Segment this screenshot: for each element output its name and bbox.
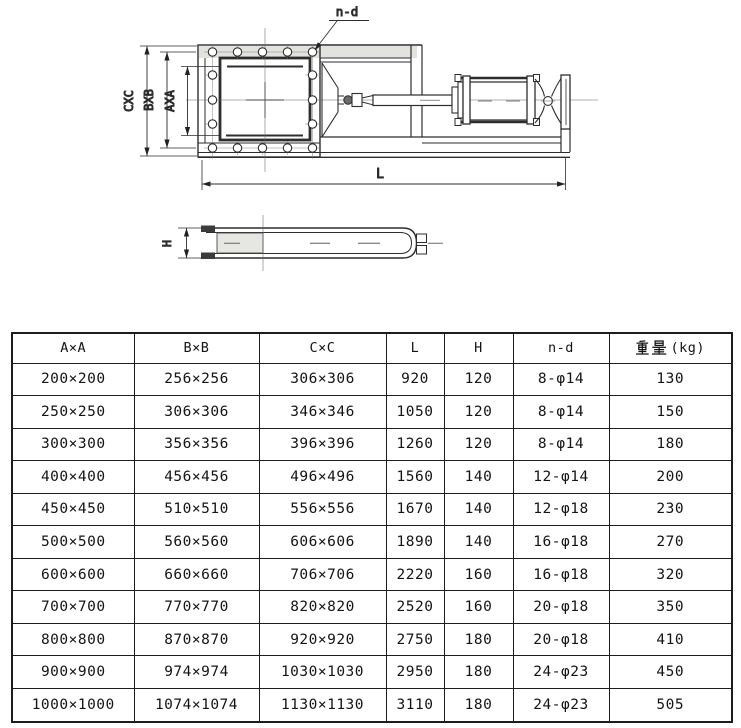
spec-table (11, 332, 733, 723)
table-cell: 200 (609, 461, 732, 494)
table-cell: 1670 (386, 493, 444, 526)
table-cell: 8-φ14 (513, 363, 609, 396)
table-row (12, 656, 732, 689)
table-cell: 12-φ14 (513, 461, 609, 494)
table-cell: 320 (609, 558, 732, 591)
col-header-n-d: n-d (513, 333, 609, 363)
table-cell: 270 (609, 526, 732, 559)
flange-tab-bottom (201, 253, 215, 260)
table-cell: 900×900 (12, 656, 134, 689)
flange-tab-top (201, 226, 215, 233)
table-cell: 560×560 (134, 526, 259, 559)
table-row (12, 461, 732, 494)
cone-coupling (535, 79, 561, 124)
table-cell: 606×606 (259, 526, 386, 559)
end-nut-top (417, 234, 427, 243)
table-row (12, 428, 732, 461)
table-cell: 2750 (386, 623, 444, 656)
table-cell: 450 (609, 656, 732, 689)
table-cell: 1890 (386, 526, 444, 559)
col-header-weight (609, 333, 732, 363)
table-cell: 8-φ14 (513, 396, 609, 429)
table-cell: 180 (444, 623, 513, 656)
table-cell: 1030×1030 (259, 656, 386, 689)
dim-label-axa: AXA (163, 90, 177, 112)
table-cell: 200×200 (12, 363, 134, 396)
table-cell: 1560 (386, 461, 444, 494)
table-cell: 16-φ18 (513, 526, 609, 559)
table-cell: 230 (609, 493, 732, 526)
table-row (12, 396, 732, 429)
dim-label-length: L (376, 167, 384, 182)
side-view (160, 215, 443, 271)
table-cell: 120 (444, 396, 513, 429)
main-view (186, 28, 598, 172)
table-cell: 410 (609, 623, 732, 656)
table-cell: 140 (444, 526, 513, 559)
table-cell: 800×800 (12, 623, 134, 656)
table-cell: 180 (609, 428, 732, 461)
table-row (12, 688, 732, 722)
table-cell: 12-φ18 (513, 493, 609, 526)
table-cell: 500×500 (12, 526, 134, 559)
dim-label-bxb: BXB (142, 89, 156, 111)
table-cell: 130 (609, 363, 732, 396)
header-row (12, 333, 732, 363)
table-cell: 160 (444, 591, 513, 624)
table-cell: 3110 (386, 688, 444, 722)
table-cell: 2520 (386, 591, 444, 624)
table-cell: 1130×1130 (259, 688, 386, 722)
table-cell: 16-φ18 (513, 558, 609, 591)
col-header-axa: A×A (12, 333, 134, 363)
table-cell: 870×870 (134, 623, 259, 656)
weight-kanji-glyphs (635, 340, 667, 356)
table-row (12, 526, 732, 559)
table-cell: 660×660 (134, 558, 259, 591)
table-cell: 556×556 (259, 493, 386, 526)
table-cell: 120 (444, 428, 513, 461)
table-cell: 706×706 (259, 558, 386, 591)
table-cell: 140 (444, 493, 513, 526)
table-row (12, 493, 732, 526)
table-cell: 1074×1074 (134, 688, 259, 722)
table-row (12, 558, 732, 591)
table-cell: 180 (444, 656, 513, 689)
table-cell: 1260 (386, 428, 444, 461)
table-cell: 150 (609, 396, 732, 429)
table-cell: 456×456 (134, 461, 259, 494)
table-cell: 505 (609, 688, 732, 722)
table-cell: 350 (609, 591, 732, 624)
table-cell: 600×600 (12, 558, 134, 591)
table-cell: 140 (444, 461, 513, 494)
table-row (12, 591, 732, 624)
technical-drawing (0, 0, 741, 326)
table-cell: 306×306 (259, 363, 386, 396)
table-cell: 770×770 (134, 591, 259, 624)
table-cell: 160 (444, 558, 513, 591)
table-cell: 24-φ23 (513, 656, 609, 689)
table-cell: 300×300 (12, 428, 134, 461)
table-cell: 510×510 (134, 493, 259, 526)
table-cell: 920 (386, 363, 444, 396)
table-cell: 180 (444, 688, 513, 722)
col-header-bxb: B×B (134, 333, 259, 363)
dim-label-cxc: CXC (122, 90, 136, 112)
table-cell: 2220 (386, 558, 444, 591)
end-nut-bottom (417, 246, 427, 255)
table-row (12, 363, 732, 396)
table-cell: 120 (444, 363, 513, 396)
col-header-height: H (444, 333, 513, 363)
table-cell: 820×820 (259, 591, 386, 624)
table-cell: 920×920 (259, 623, 386, 656)
table-cell: 24-φ23 (513, 688, 609, 722)
table-row (12, 623, 732, 656)
weight-unit-label: (kg) (670, 340, 705, 357)
table-cell: 400×400 (12, 461, 134, 494)
dim-label-n-d: n-d (335, 4, 359, 19)
table-cell: 356×356 (134, 428, 259, 461)
dim-label-height: H (160, 240, 174, 247)
stem-rod (362, 95, 452, 106)
mounting-plate (561, 75, 570, 152)
table-cell: 450×450 (12, 493, 134, 526)
table-cell: 700×700 (12, 591, 134, 624)
dimensions (122, 4, 566, 190)
table-cell: 396×396 (259, 428, 386, 461)
table-cell: 974×974 (134, 656, 259, 689)
table-cell: 306×306 (134, 396, 259, 429)
table-cell: 2950 (386, 656, 444, 689)
table-cell: 20-φ18 (513, 623, 609, 656)
dimension-table (11, 332, 731, 723)
table-cell: 496×496 (259, 461, 386, 494)
table-cell: 250×250 (12, 396, 134, 429)
col-header-length: L (386, 333, 444, 363)
table-cell: 256×256 (134, 363, 259, 396)
spec-table-body (12, 363, 732, 722)
table-cell: 20-φ18 (513, 591, 609, 624)
col-header-cxc: C×C (259, 333, 386, 363)
table-cell: 8-φ14 (513, 428, 609, 461)
table-cell: 346×346 (259, 396, 386, 429)
table-cell: 1050 (386, 396, 444, 429)
table-cell: 1000×1000 (12, 688, 134, 722)
